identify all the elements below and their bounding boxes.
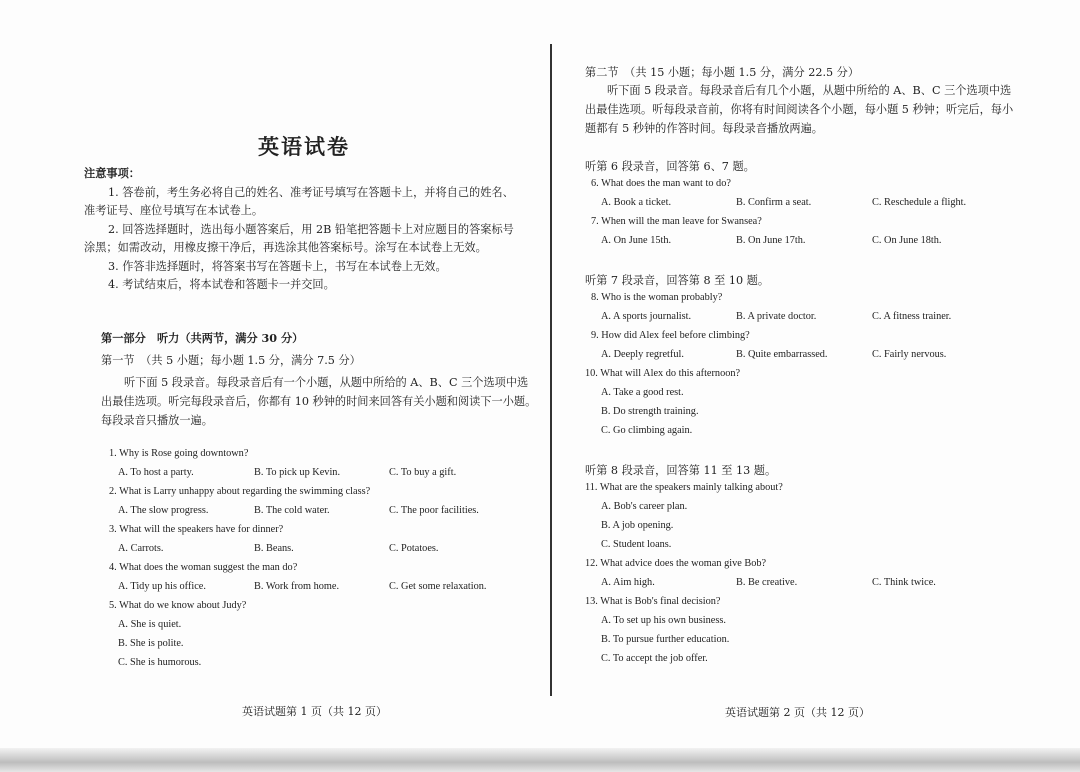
instruction-line: 每段录音只播放一遍。	[101, 414, 213, 427]
option-b: B. To pursue further education.	[601, 634, 730, 645]
option-c: C. Get some relaxation.	[389, 581, 487, 592]
option-a: A. A sports journalist.	[601, 311, 692, 322]
option-a: A. Deeply regretful.	[601, 349, 684, 360]
exam-page-1	[0, 0, 552, 750]
question-text: 4. What does the woman suggest the man do?	[109, 562, 298, 573]
question-text: 2. What is Larry unhappy about regarding the swimming class?	[109, 486, 371, 497]
instruction-line: 出最佳选项。听完每段录音后，你都有 10 秒钟的时间来回答有关小题和阅读下一小题。	[101, 395, 537, 408]
question-text: 12. What advice does the woman give Bob?	[585, 558, 767, 569]
option-b: B. Be creative.	[736, 577, 798, 588]
page-footer: 英语试题第 2 页（共 12 页）	[725, 706, 870, 719]
option-a: A. To set up his own business.	[601, 615, 726, 626]
option-c: C. To accept the job offer.	[601, 653, 708, 664]
question-text: 11. What are the speakers mainly talking about?	[585, 482, 783, 493]
option-b: B. To pick up Kevin.	[254, 467, 341, 478]
question-text: 8. Who is the woman probably?	[591, 292, 723, 303]
option-b: B. A private doctor.	[736, 311, 817, 322]
exam-page-2	[555, 0, 1080, 750]
option-b: B. She is polite.	[118, 638, 184, 649]
option-a: A. Bob's career plan.	[601, 501, 688, 512]
option-a: A. Aim high.	[601, 577, 655, 588]
option-c: C. She is humorous.	[118, 657, 202, 668]
notice-line: 4. 考试结束后，将本试卷和答题卡一并交回。	[108, 278, 335, 291]
option-b: B. Beans.	[254, 543, 294, 554]
option-a: A. On June 15th.	[601, 235, 672, 246]
section-heading: 第一节 （共 5 小题；每小题 1.5 分，满分 7.5 分）	[101, 354, 361, 367]
part-heading: 第一部分 听力（共两节，满分 30 分）	[101, 331, 304, 345]
question-text: 13. What is Bob's final decision?	[585, 596, 721, 607]
option-c: C. Go climbing again.	[601, 425, 693, 436]
question-text: 7. When will the man leave for Swansea?	[591, 216, 762, 227]
option-b: B. Confirm a seat.	[736, 197, 812, 208]
group-heading: 听第 7 段录音，回答第 8 至 10 题。	[585, 274, 770, 287]
notice-title: 注意事项：	[84, 166, 140, 180]
group-heading: 听第 8 段录音，回答第 11 至 13 题。	[585, 464, 777, 477]
option-b: B. On June 17th.	[736, 235, 806, 246]
page-divider	[550, 44, 552, 696]
option-c: C. Reschedule a flight.	[872, 197, 967, 208]
instruction-line: 题都有 5 秒钟的作答时间。每段录音播放两遍。	[585, 122, 823, 135]
section-heading: 第二节 （共 15 小题；每小题 1.5 分，满分 22.5 分）	[585, 66, 860, 79]
notice-line: 涂黑；如需改动，用橡皮擦干净后，再选涂其他答案标号。涂写在本试卷上无效。	[84, 241, 487, 254]
option-a: A. She is quiet.	[118, 619, 182, 630]
option-c: C. A fitness trainer.	[872, 311, 952, 322]
option-c: C. Potatoes.	[389, 543, 439, 554]
notice-line: 准考证号、座位号填写在本试卷上。	[84, 204, 264, 217]
instruction-line: 听下面 5 段录音。每段录音后有一个小题，从题中所给的 A、B、C 三个选项中选	[124, 376, 529, 389]
option-c: C. The poor facilities.	[389, 505, 479, 516]
question-text: 10. What will Alex do this afternoon?	[585, 368, 741, 379]
option-b: B. Do strength training.	[601, 406, 699, 417]
option-c: C. Fairly nervous.	[872, 349, 947, 360]
option-a: A. Take a good rest.	[601, 387, 684, 398]
notice-line: 3. 作答非选择题时，将答案书写在答题卡上，书写在本试卷上无效。	[108, 260, 447, 273]
notice-line: 2. 回答选择题时，选出每小题答案后，用 2B 铅笔把答题卡上对应题目的答案标号	[108, 223, 514, 236]
scan-edge-shadow	[0, 748, 1080, 772]
option-b: B. Work from home.	[254, 581, 340, 592]
option-c: C. To buy a gift.	[389, 467, 457, 478]
question-text: 1. Why is Rose going downtown?	[109, 448, 249, 459]
page-footer: 英语试题第 1 页（共 12 页）	[242, 705, 387, 718]
instruction-line: 听下面 5 段录音。每段录音后有几个小题，从题中所给的 A、B、C 三个选项中选	[607, 84, 1012, 97]
question-text: 5. What do we know about Judy?	[109, 600, 247, 611]
option-a: A. Book a ticket.	[601, 197, 672, 208]
question-text: 3. What will the speakers have for dinner?	[109, 524, 284, 535]
option-b: B. Quite embarrassed.	[736, 349, 828, 360]
option-b: B. A job opening.	[601, 520, 674, 531]
page-title: 英语试卷	[258, 134, 350, 159]
option-a: A. The slow progress.	[118, 505, 209, 516]
option-c: C. On June 18th.	[872, 235, 942, 246]
question-text: 6. What does the man want to do?	[591, 178, 731, 189]
option-c: C. Student loans.	[601, 539, 672, 550]
option-b: B. The cold water.	[254, 505, 330, 516]
question-text: 9. How did Alex feel before climbing?	[591, 330, 750, 341]
instruction-line: 出最佳选项。听每段录音前，你将有时间阅读各个小题，每小题 5 秒钟；听完后，每小	[585, 103, 1014, 116]
option-a: A. Tidy up his office.	[118, 581, 206, 592]
option-c: C. Think twice.	[872, 577, 936, 588]
option-a: A. To host a party.	[118, 467, 194, 478]
option-a: A. Carrots.	[118, 543, 164, 554]
group-heading: 听第 6 段录音，回答第 6、7 题。	[585, 160, 755, 173]
notice-line: 1. 答卷前，考生务必将自己的姓名、准考证号填写在答题卡上，并将自己的姓名、	[108, 186, 514, 199]
